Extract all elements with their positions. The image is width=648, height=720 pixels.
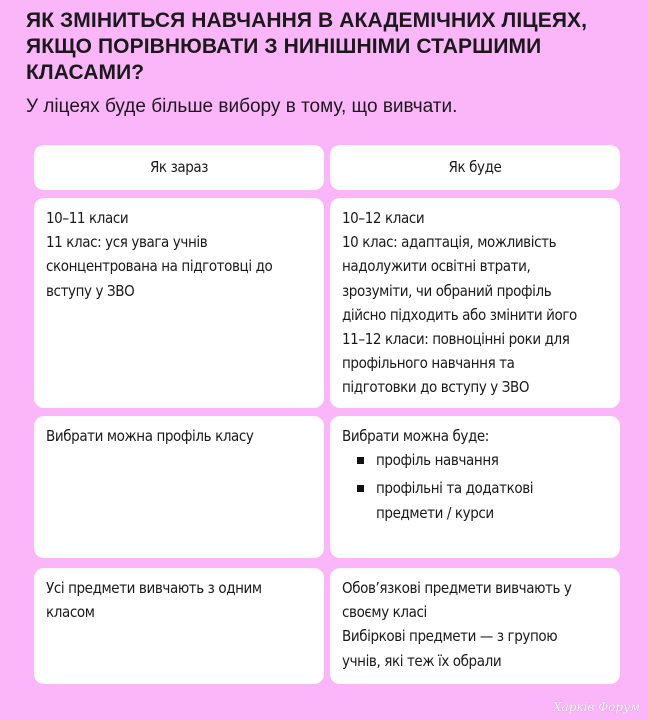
cell-text: надолужити освітні втрати, [342, 257, 531, 276]
cell-text: Усі предмети вивчають з одним [46, 579, 262, 597]
cell-text: профільного навчання та [342, 354, 515, 373]
cell-text: Обов’язкові предмети вивчають у [342, 579, 572, 597]
cell-text: Вибрати можна профіль класу [46, 427, 254, 445]
list-item-text: предмети / курси [376, 503, 494, 522]
cell-text: Вибрати можна буде: [342, 427, 489, 445]
column-header-now [34, 145, 324, 190]
title-line: КЛАСАМИ? [26, 61, 145, 84]
cell-text: 10–11 класи [46, 209, 129, 227]
page-title [26, 8, 636, 86]
title-line: ЯКЩО ПОРІВНЮВАТИ З НИНІШНІМИ СТАРШИМИ [26, 35, 542, 58]
cell-text: класом [46, 603, 95, 622]
cell-text: зрозуміти, чи обраний профіль [342, 281, 552, 300]
title-line: ЯК ЗМІНИТЬСЯ НАВЧАННЯ В АКАДЕМІЧНИХ ЛІЦЕЯХ, [26, 9, 588, 32]
cell-row1-future [330, 198, 620, 408]
cell-text: дійсно підходить або змінити його [342, 305, 577, 324]
column-header-label: Як зараз [149, 158, 209, 177]
cell-text: 10 клас: адаптація, можливість [342, 233, 557, 252]
list-item-text: профіль навчання [376, 451, 499, 470]
cell-text: 10–12 класи [342, 209, 425, 227]
column-header-label: Як буде [448, 158, 502, 177]
cell-text: своєму класі [342, 603, 427, 622]
list-item [354, 448, 608, 472]
cell-row2-future [330, 416, 620, 558]
cell-text: вступу у ЗВО [46, 281, 135, 300]
cell-text: Вибіркові предмети — з групою [342, 627, 558, 646]
cell-text: 11 клас: уся увага учнів [46, 233, 208, 252]
cell-row1-now [34, 198, 324, 408]
cell-text: підготовки до вступу у ЗВО [342, 378, 530, 397]
cell-text: 11–12 класи: повноцінні роки для [342, 330, 570, 349]
cell-row3-now [34, 568, 324, 684]
subtitle: У ліцеях буде більше вибору в тому, що вивчати. [26, 96, 458, 117]
cell-text: учнів, які теж їх обрали [342, 651, 502, 670]
cell-row3-future [330, 568, 620, 684]
list-item-text: профільні та додаткові [376, 479, 534, 498]
cell-row2-now [34, 416, 324, 558]
watermark: Харків Форум [553, 700, 640, 714]
choice-list [342, 448, 608, 525]
column-header-future [330, 145, 620, 190]
list-item [354, 476, 608, 524]
cell-text: сконцентрована на підготовці до [46, 257, 273, 276]
